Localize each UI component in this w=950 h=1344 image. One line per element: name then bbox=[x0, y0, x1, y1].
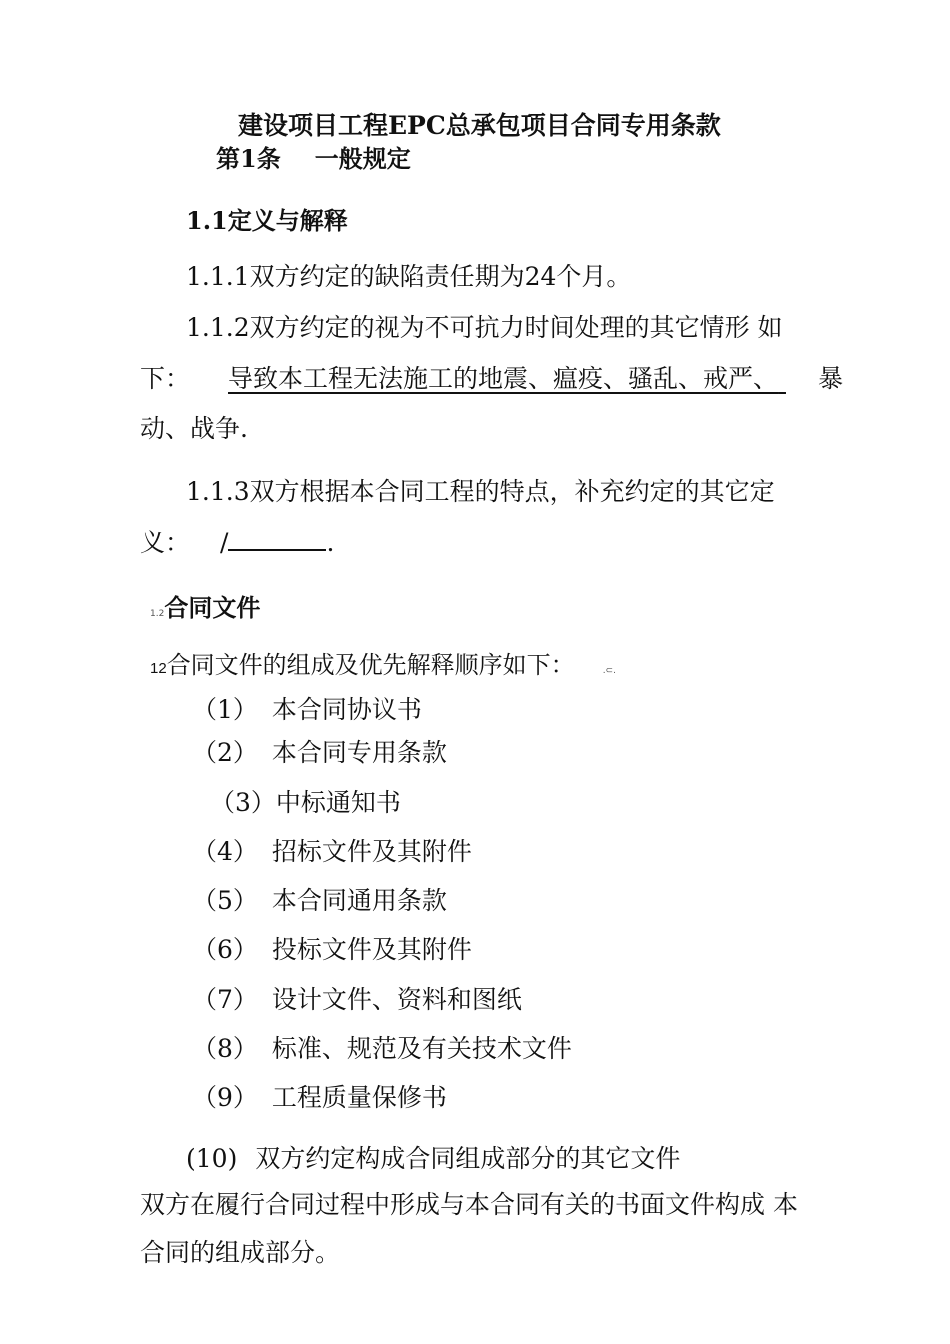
paragraph-1-1-2-line1: 1.1.2双方约定的视为不可抗力时间处理的其它情形 如 bbox=[186, 313, 783, 342]
paragraph-1-1-3-line1: 1.1.3双方根据本合同工程的特点，补充约定的其它定 bbox=[186, 477, 775, 506]
force-majeure-underlined: 导致本工程无法施工的地震、瘟疫、骚乱、戒严、 bbox=[228, 364, 779, 393]
list-item: （5） 本合同通用条款 bbox=[192, 886, 447, 915]
list-item: （3）中标通知书 bbox=[210, 788, 401, 817]
list-item: （6） 投标文件及其附件 bbox=[192, 935, 472, 964]
chapter-heading bbox=[216, 139, 411, 174]
document-title: 建设项目工程EPC总承包项目合同专用条款 bbox=[238, 111, 721, 140]
intro-text: 合同文件的组成及优先解释顺序如下： bbox=[166, 651, 575, 679]
list-item: （2） 本合同专用条款 bbox=[192, 738, 447, 767]
closing-paragraph-line1: 双方在履行合同过程中形成与本合同有关的书面文件构成 本 bbox=[140, 1190, 798, 1219]
blank-value: / bbox=[220, 528, 229, 557]
paragraph-1-1-3-end: . bbox=[326, 528, 335, 557]
list-item: （8） 标准、规范及有关技术文件 bbox=[192, 1034, 572, 1063]
contract-docs-intro bbox=[150, 645, 616, 680]
intro-mark: .⊂. bbox=[602, 666, 616, 676]
list-item: （1） 本合同协议书 bbox=[192, 695, 422, 724]
intro-marker: 12 bbox=[150, 660, 167, 677]
paragraph-1-1-2-suffix: 暴 bbox=[818, 364, 844, 393]
paragraph-1-1-2-prefix: 下： bbox=[140, 364, 191, 393]
section-heading-1-1: 1.1定义与解释 bbox=[186, 206, 348, 235]
section-heading-1-2 bbox=[150, 588, 260, 623]
paragraph-1-1-2-line2 bbox=[140, 354, 843, 404]
closing-paragraph-line2: 合同的组成部分。 bbox=[140, 1238, 341, 1267]
section-marker-1-2: 1.2 bbox=[150, 609, 165, 619]
paragraph-1-1-2-line3: 动、战争. bbox=[140, 414, 248, 443]
list-item: （4） 招标文件及其附件 bbox=[192, 837, 472, 866]
paragraph-1-1-3-line2 bbox=[140, 518, 334, 568]
list-item: （9） 工程质量保修书 bbox=[192, 1083, 447, 1112]
paragraph-1-1-1: 1.1.1双方约定的缺陷责任期为24个月。 bbox=[186, 262, 632, 291]
paragraph-1-1-3-prefix: 义： bbox=[140, 528, 191, 557]
fill-in-blank bbox=[228, 527, 326, 551]
chapter-name: 一般规定 bbox=[314, 144, 411, 173]
section-heading-1-2-text: 合同文件 bbox=[164, 593, 261, 622]
chapter-number: 第1条 bbox=[216, 144, 281, 173]
list-item: （7） 设计文件、资料和图纸 bbox=[192, 985, 522, 1014]
list-item: (10) 双方约定构成合同组成部分的其它文件 bbox=[186, 1144, 681, 1173]
